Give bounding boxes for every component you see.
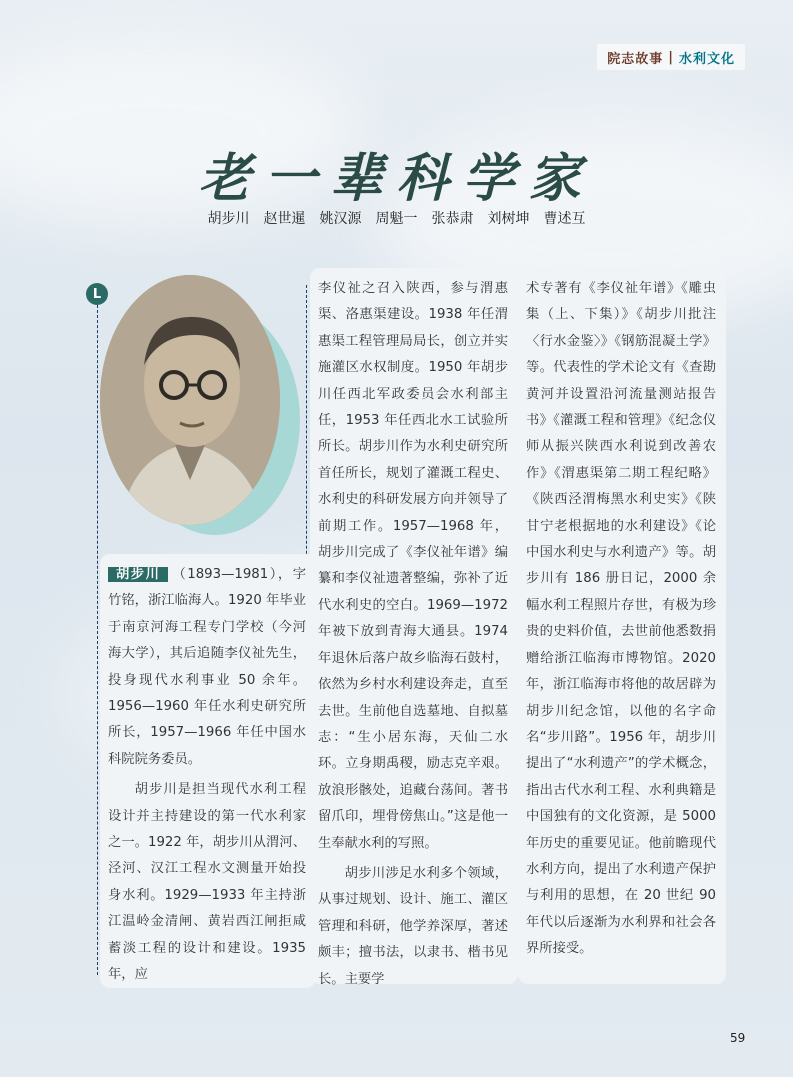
intro-text: （1893—1981），字竹铭，浙江临海人。1920 年毕业于南京河海工程专门学校（今河海大学），其后追随李仪祉先生，投身现代水利事业 50 余年。1956—1960 年任水利史研究所所长，1957—1966 年任中国水科院院务委员。 bbox=[108, 567, 307, 767]
section-label: 院志故事 bbox=[607, 51, 664, 67]
text-column-2 bbox=[310, 268, 518, 987]
text-column-1 bbox=[100, 554, 316, 988]
page-title: 老一辈科学家 bbox=[198, 148, 595, 209]
paragraph: 李仪祉之召入陕西，参与渭惠渠、洛惠渠建设。1938 年任渭惠渠工程管理局局长，创立并实施灌区水权制度。1950 年胡步川任西北军政委员会水利部主任，1953 年任西北水工试验所所长。胡步川作为水利史研究所首任所长，规划了灌溉工程史、水利史的科研发展方向并领导了前期工作。1957—1968 年，胡步川完成了《李仪祉年谱》编纂和李仪祉遗著整编，弥补了近代水利史的空白。1969—1972 年被下放到青海大通县。1974 年退休后落户故乡临海石鼓村，依然为乡村水利建设奔走，直至去世。生前他自选墓地、自拟墓志：“生小居东海，天仙二水环。立身期禹稷，励志克辛艰。放浪形骸处，追藏台荡间。著书留爪印，埋骨傍焦山。”这是他一生奉献水利的写照。 bbox=[318, 281, 508, 851]
tag-separator: | bbox=[668, 49, 674, 65]
section-tag bbox=[597, 44, 745, 70]
section-badge: L bbox=[86, 283, 108, 305]
portrait-illustration bbox=[100, 275, 280, 525]
portrait-frame bbox=[100, 275, 300, 547]
person-name-label: 胡步川 bbox=[108, 567, 168, 582]
page-number: 59 bbox=[730, 1031, 746, 1045]
text-column-3 bbox=[518, 268, 726, 984]
paragraph: 术专著有《李仪祉年谱》《雕虫集（上、下集）》《胡步川批注〈行水金鉴〉》《钢筋混凝土学》等。代表性的学术论文有《查勘黄河并设置沿河流量测站报告书》《灌溉工程和管理》《纪念仪师从振兴陕西水利说到改善农作》《渭惠渠第二期工程纪略》《陕西泾渭梅黑水利史实》《陕甘宁老根据地的水利建设》《论中国水利史与水利遗产》等。胡步川有 186 册日记，2000 余幅水利工程照片存世，有极为珍贵的史料价值，去世前他悉数捐赠给浙江临海市博物馆。2020 年，浙江临海市将他的故居辟为胡步川纪念馆，以他的名字命名“步川路”。1956 年，胡步川提出了“水利遗产”的学术概念，指出古代水利工程、水利典籍是中国独有的文化资源，是 5000 年历史的重要见证。他前瞻现代水利方向，提出了水利遗产保护与利用的思想，在 20 世纪 90 年代以后逐渐为水利界和社会各界所接受。 bbox=[526, 281, 716, 957]
author-list: 胡步川 赵世暹 姚汉源 周魁一 张恭肃 刘树坤 曹述互 bbox=[207, 211, 586, 227]
column-divider bbox=[97, 300, 98, 975]
category-label: 水利文化 bbox=[678, 51, 735, 67]
paragraph: 胡步川涉足水利多个领域，从事过规划、设计、施工、灌区管理和科研，他学养深厚，著述颇丰；擅书法，以隶书、楷书见长。主要学 bbox=[318, 865, 508, 987]
paragraph: 胡步川是担当现代水利工程设计并主持建设的第一代水利家之一。1922 年，胡步川从渭河、泾河、汉江工程水文测量开始投身水利。1929—1933 年主持浙江温岭金清闸、黄岩西江闸拒咸蓄淡工程的设计和建设。1935 年，应 bbox=[108, 782, 306, 983]
portrait-photo bbox=[100, 275, 280, 525]
